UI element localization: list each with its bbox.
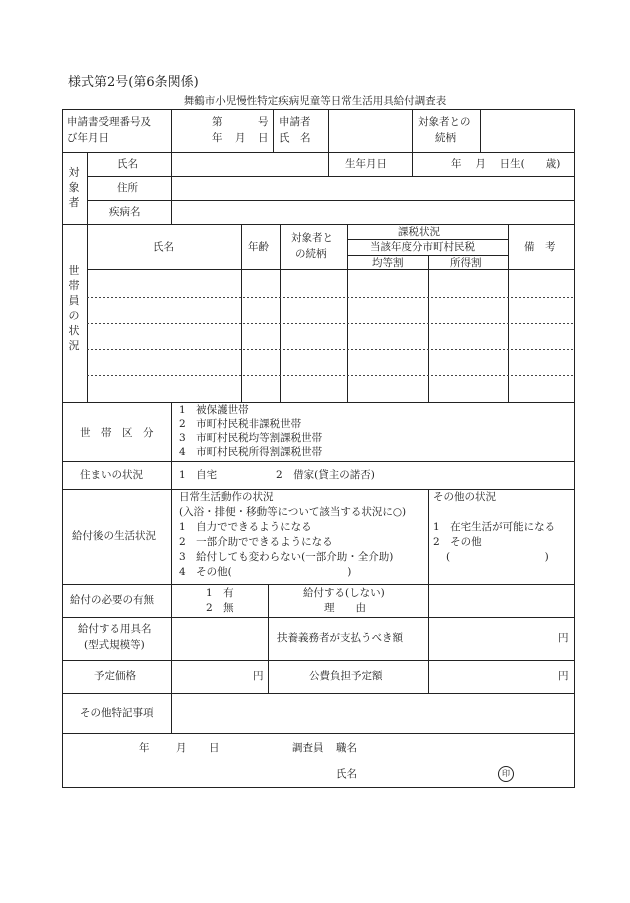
notes-label: その他特記事項 xyxy=(80,707,154,719)
equipment-label-1: 給付する用具名 xyxy=(78,623,152,635)
obligor-amount-label: 扶養義務者が支払うべき額 xyxy=(277,632,403,644)
adl-option: 2 一部介助でできるようになる xyxy=(179,536,333,548)
public-burden-label: 公費負担予定額 xyxy=(309,670,383,682)
form-title: 舞鶴市小児慢性特定疾病児童等日常生活用具給付調査表 xyxy=(183,95,447,107)
other-status-title: その他の状況 xyxy=(433,491,496,503)
planned-price-yen: 円 xyxy=(253,670,264,682)
life-after-label: 給付後の生活状況 xyxy=(72,530,156,542)
application-dai: 第 xyxy=(212,116,223,128)
household-class-label: 世 帯 区 分 xyxy=(80,427,154,439)
address-label: 住所 xyxy=(117,182,138,194)
applicant-label-1: 申請者 xyxy=(279,116,311,128)
household-class-option: 4 市町村民税所得割課税世帯 xyxy=(179,446,323,458)
adl-option: 4 その他( ) xyxy=(179,566,352,578)
reason-label-2: 理 由 xyxy=(324,602,366,614)
reason-label-1: 給付する(しない) xyxy=(303,587,385,599)
adl-note: (入浴・排便・移動等について該当する状況に○) xyxy=(179,506,407,518)
housing-label: 住まいの状況 xyxy=(80,469,143,481)
subject-name-label: 氏名 xyxy=(117,158,138,170)
seal-mark: 印 xyxy=(498,766,514,782)
birthdate-value: 年 月 日生( 歳) xyxy=(451,158,561,170)
footer-month: 月 xyxy=(176,742,187,754)
relation-label-1: 対象者との xyxy=(418,116,471,128)
household-col-tax-status: 課税状況 xyxy=(398,226,440,238)
household-class-option: 1 被保護世帯 xyxy=(179,404,249,416)
public-burden-yen: 円 xyxy=(558,670,569,682)
application-go: 号 xyxy=(258,116,269,128)
household-col-equal: 均等割 xyxy=(372,257,404,269)
applicant-label-2: 氏 名 xyxy=(279,132,311,144)
adl-option: 3 給付しても変わらない(一部介助・全介助) xyxy=(179,551,394,563)
investigator-title-label: 職名 xyxy=(336,742,357,754)
household-class-option: 2 市町村民税非課税世帯 xyxy=(179,418,302,430)
disease-label: 疾病名 xyxy=(109,206,141,218)
footer-day: 日 xyxy=(209,742,220,754)
application-label-2: び年月日 xyxy=(67,132,109,144)
household-section-label: 世 帯 員 の 状 況 xyxy=(68,264,80,352)
household-col-tax-year: 当該年度分市町村民税 xyxy=(370,241,475,253)
household-col-remarks: 備 考 xyxy=(524,241,556,253)
obligor-yen: 円 xyxy=(558,632,569,644)
household-class-option: 3 市町村民税均等割課税世帯 xyxy=(179,432,323,444)
household-col-name: 氏名 xyxy=(153,241,174,253)
equipment-label-2: (型式規模等) xyxy=(84,639,145,651)
housing-option-rent: 2 借家(貸主の諾否) xyxy=(276,469,375,481)
necessity-no: 2 無 xyxy=(206,602,234,614)
investigator-label: 調査員 xyxy=(292,742,324,754)
household-col-relation-2: の続柄 xyxy=(295,248,327,260)
other-status-option: 1 在宅生活が可能になる xyxy=(433,521,556,533)
subject-section-label: 対 象 者 xyxy=(68,166,80,209)
necessity-label: 給付の必要の有無 xyxy=(70,594,154,606)
other-status-option: 2 その他 xyxy=(433,536,482,548)
relation-label-2: 続柄 xyxy=(435,132,456,144)
necessity-yes: 1 有 xyxy=(206,587,234,599)
application-label-1: 申請書受理番号及 xyxy=(67,116,151,128)
application-year: 年 xyxy=(212,132,223,144)
adl-option: 1 自力でできるようになる xyxy=(179,521,312,533)
household-col-relation-1: 対象者と xyxy=(291,232,333,244)
other-status-paren: ( ) xyxy=(446,551,549,563)
housing-option-own: 1 自宅 xyxy=(179,469,218,481)
adl-title: 日常生活動作の状況 xyxy=(179,491,274,503)
investigator-name-label: 氏名 xyxy=(336,768,357,780)
household-col-age: 年齢 xyxy=(248,241,269,253)
form-number: 様式第2号(第6条関係) xyxy=(68,75,199,90)
application-day: 日 xyxy=(258,132,269,144)
birthdate-label: 生年月日 xyxy=(345,158,387,170)
planned-price-label: 予定価格 xyxy=(94,670,136,682)
household-col-income: 所得割 xyxy=(450,257,482,269)
footer-year: 年 xyxy=(139,742,150,754)
application-month: 月 xyxy=(235,132,246,144)
